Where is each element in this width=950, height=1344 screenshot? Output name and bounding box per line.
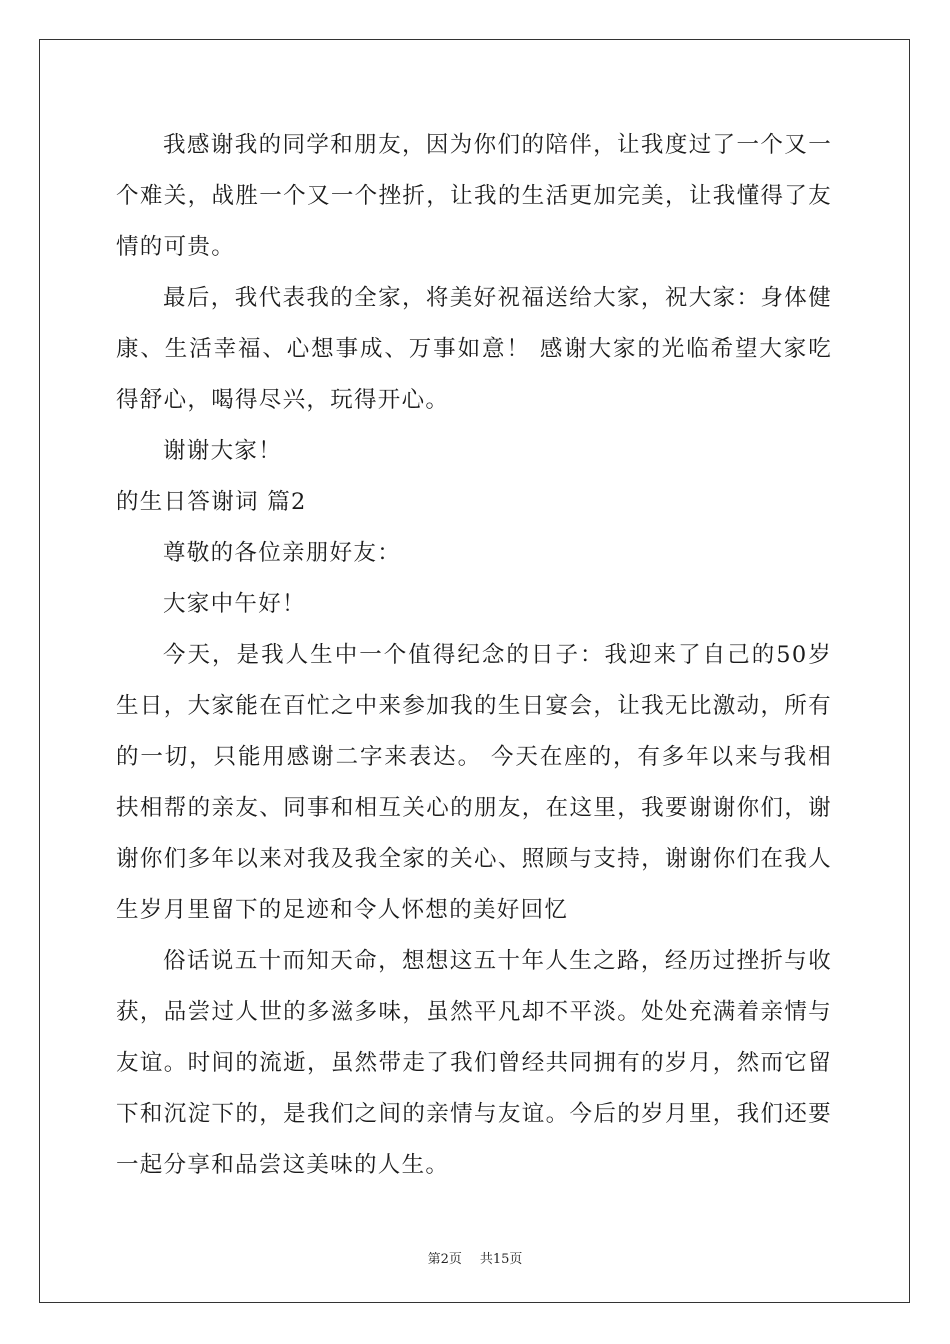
paragraph-1: 我感谢我的同学和朋友，因为你们的陪伴，让我度过了一个又一个难关，战胜一个又一个挫折，让我的生活更加完美，让我懂得了友情的可贵。 — [116, 132, 832, 260]
page-footer — [0, 1248, 950, 1267]
document-body — [116, 120, 832, 1191]
paragraph-3: 谢谢大家！ — [163, 438, 283, 464]
salutation: 尊敬的各位亲朋好友： — [163, 540, 402, 566]
page-number: 第2页 — [427, 1252, 462, 1267]
total-pages: 共15页 — [479, 1252, 523, 1267]
paragraph-7: 今天，是我人生中一个值得纪念的日子：我迎来了自己的50岁生日，大家能在百忙之中来参加我的生日宴会，让我无比激动，所有的一切，只能用感谢二字来表达。 今天在座的，有多年以来与我相扶相帮的亲友、同事和相互关心的朋友，在这里，我要谢谢你们，谢谢你们多年以来对我及我全家的关心、照顾与支持，谢谢你们在我人生岁月里留下的足迹和令人怀想的美好回忆 — [116, 642, 832, 923]
paragraph-8: 俗话说五十而知天命，想想这五十年人生之路，经历过挫折与收获，品尝过人世的多滋多味，虽然平凡却不平淡。处处充满着亲情与友谊。时间的流逝，虽然带走了我们曾经共同拥有的岁月，然而它留下和沉淀下的，是我们之间的亲情与友谊。今后的岁月里，我们还要一起分享和品尝这美味的人生。 — [116, 948, 832, 1178]
paragraph-2: 最后，我代表我的全家，将美好祝福送给大家，祝大家：身体健康、生活幸福、心想事成、万事如意！ 感谢大家的光临希望大家吃得舒心，喝得尽兴，玩得开心。 — [116, 285, 832, 413]
greeting: 大家中午好！ — [163, 591, 306, 617]
section-heading: 的生日答谢词 篇2 — [116, 489, 307, 515]
